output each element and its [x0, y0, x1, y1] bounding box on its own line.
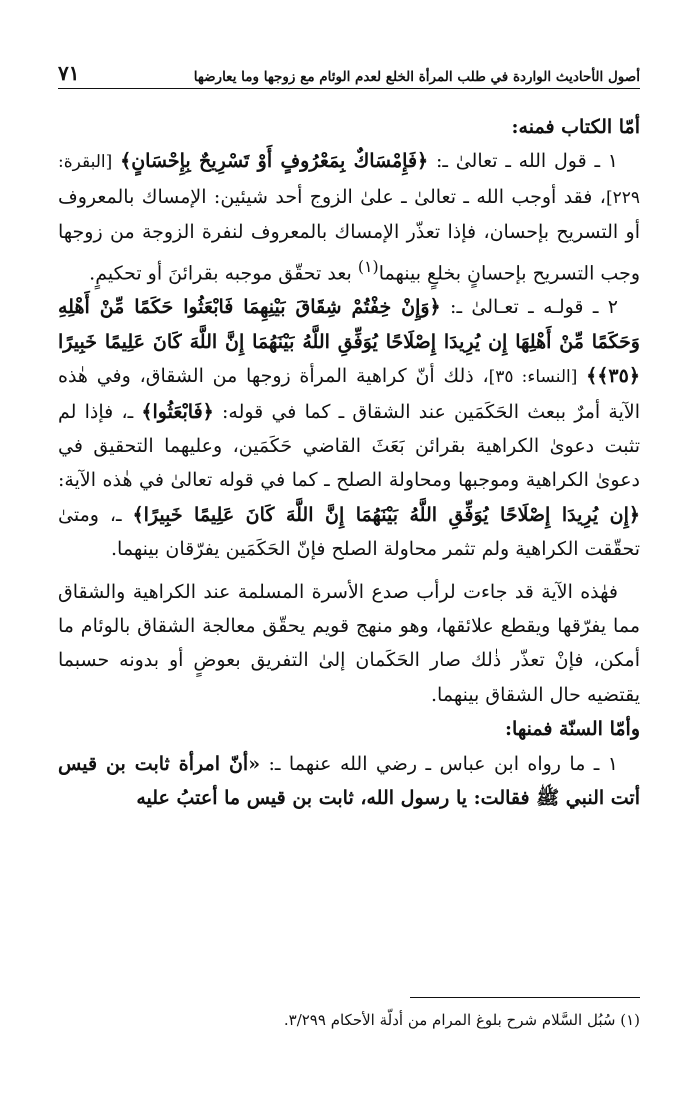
- p1-reference: [البقرة: ٢٢٩]: [58, 152, 640, 208]
- h1-text: «أنّ امرأة ثابت بن قيس أتت النبي ﷺ فقالت: يا رسول الله، ثابت بن قيس ما أعتبُ عليه: [58, 752, 640, 810]
- h1-intro: ١ ـ ما رواه ابن عباس ـ رضي الله عنهما ـ:: [268, 752, 619, 775]
- sunnah-heading: وأمّا السنّة فمنها:: [505, 718, 640, 741]
- footnote-marker: (١): [357, 256, 379, 276]
- p2-ayah-2: ﴿فَابْعَثُوا﴾: [141, 400, 214, 423]
- paragraph-1: [58, 144, 640, 290]
- header-rule: [58, 88, 640, 89]
- main-text: [58, 110, 640, 815]
- kitab-heading: أمّا الكتاب فمنه:: [511, 116, 640, 138]
- hadith-1: [58, 747, 640, 816]
- p2-ayah-3: ﴿إِن يُرِيدَا إِصْلَاحًا يُوَفِّقِ اللَّهُ بَيْنَهُمَا إِنَّ اللَّهَ كَانَ عَلِيمًا خَبِيرًا﴾: [132, 503, 640, 526]
- page-number: ٧١: [58, 61, 80, 85]
- p1-text: ، فقد أوجب الله ـ تعالىٰ ـ علىٰ الزوج أحد شيئين: الإمساك بالمعروف أو التسريح بإحسان، فإذا تعذّر الإمساك بالمعروف لنفرة الزوجة من زوجها وجب التسريح بإحسانٍ بخلعٍ بينهما: [58, 185, 640, 284]
- footnote-rule: [410, 997, 640, 998]
- p1-end: بعد تحقّق موجبه بقرائنَ أو تحكيمٍ.: [89, 261, 358, 284]
- footnote-text: سُبُل السَّلام شرح بلوغ المرام من أدلّة الأحكام ٣/٢٩٩.: [283, 1011, 616, 1029]
- p1-ayah: ﴿فَإِمْسَاكٌ بِمَعْرُوفٍ أَوْ تَسْرِيحٌ بِإِحْسَانٍ﴾: [120, 150, 429, 173]
- page-header: [58, 55, 640, 85]
- p1-intro: ١ ـ قول الله ـ تعالىٰ ـ:: [435, 150, 619, 173]
- footnote: [58, 1008, 640, 1032]
- footnote-number: (١): [620, 1011, 640, 1029]
- paragraph-3: فهٰذه الآية قد جاءت لرأب صدع الأسرة المسلمة عند الكراهية والشقاق مما يفرّقها ويقطع علائقها، وهو منهج قويم يحقّق معالجة الشقاق بالوئام ما أمكن، فإنْ تعذّر ذٰلك صار الحَكَمان إلىٰ التفريق بعوضٍ أو بدونه حسبما يقتضيه حال الشقاق بينهما.: [58, 580, 640, 706]
- paragraph-2: [58, 290, 640, 566]
- p2-text-1: ، ذلك أنّ كراهية المرأة زوجها من الشقاق، وفي هٰذه الآية أمرٌ ببعث الحَكَمَين عند الشقاق ـ كما في قوله:: [58, 365, 640, 423]
- p2-ayah: ﴿وَإِنْ خِفْتُمْ شِقَاقَ بَيْنِهِمَا فَابْعَثُوا حَكَمًا مِّنْ أَهْلِهِ وَحَكَمًا مِّنْ أَهْلِهَا إِن يُرِيدَا إِصْلَاحًا يُوَفِّقِ اللَّهُ بَيْنَهُمَا إِنَّ اللَّهَ كَانَ عَلِيمًا خَبِيرًا ﴿٣٥﴾﴾: [58, 296, 640, 388]
- p2-reference: [النساء: ٣٥]: [488, 367, 578, 388]
- p2-text-2: ـ، فإذا لم تثبت دعوىٰ الكراهية بقرائن بَعَثَ القاضي حَكَمَين، وعليهما التحقيق في دعوىٰ الكراهية وموجبها ومحاولة الصلح ـ كما في قوله تعالىٰ في هٰذه الآية:: [58, 400, 640, 492]
- running-title: أصول الأحاديث الواردة في طلب المرأة الخلع لعدم الوئام مع زوجها وما يعارضها: [193, 69, 640, 85]
- p2-text-3: ـ، ومتىٰ تحقّقت الكراهية ولم تثمر محاولة الصلح فإنّ الحَكَمَين يفرّقان بينهما.: [58, 503, 640, 561]
- p2-intro: ٢ ـ قولـه ـ تعـالىٰ ـ:: [450, 296, 618, 319]
